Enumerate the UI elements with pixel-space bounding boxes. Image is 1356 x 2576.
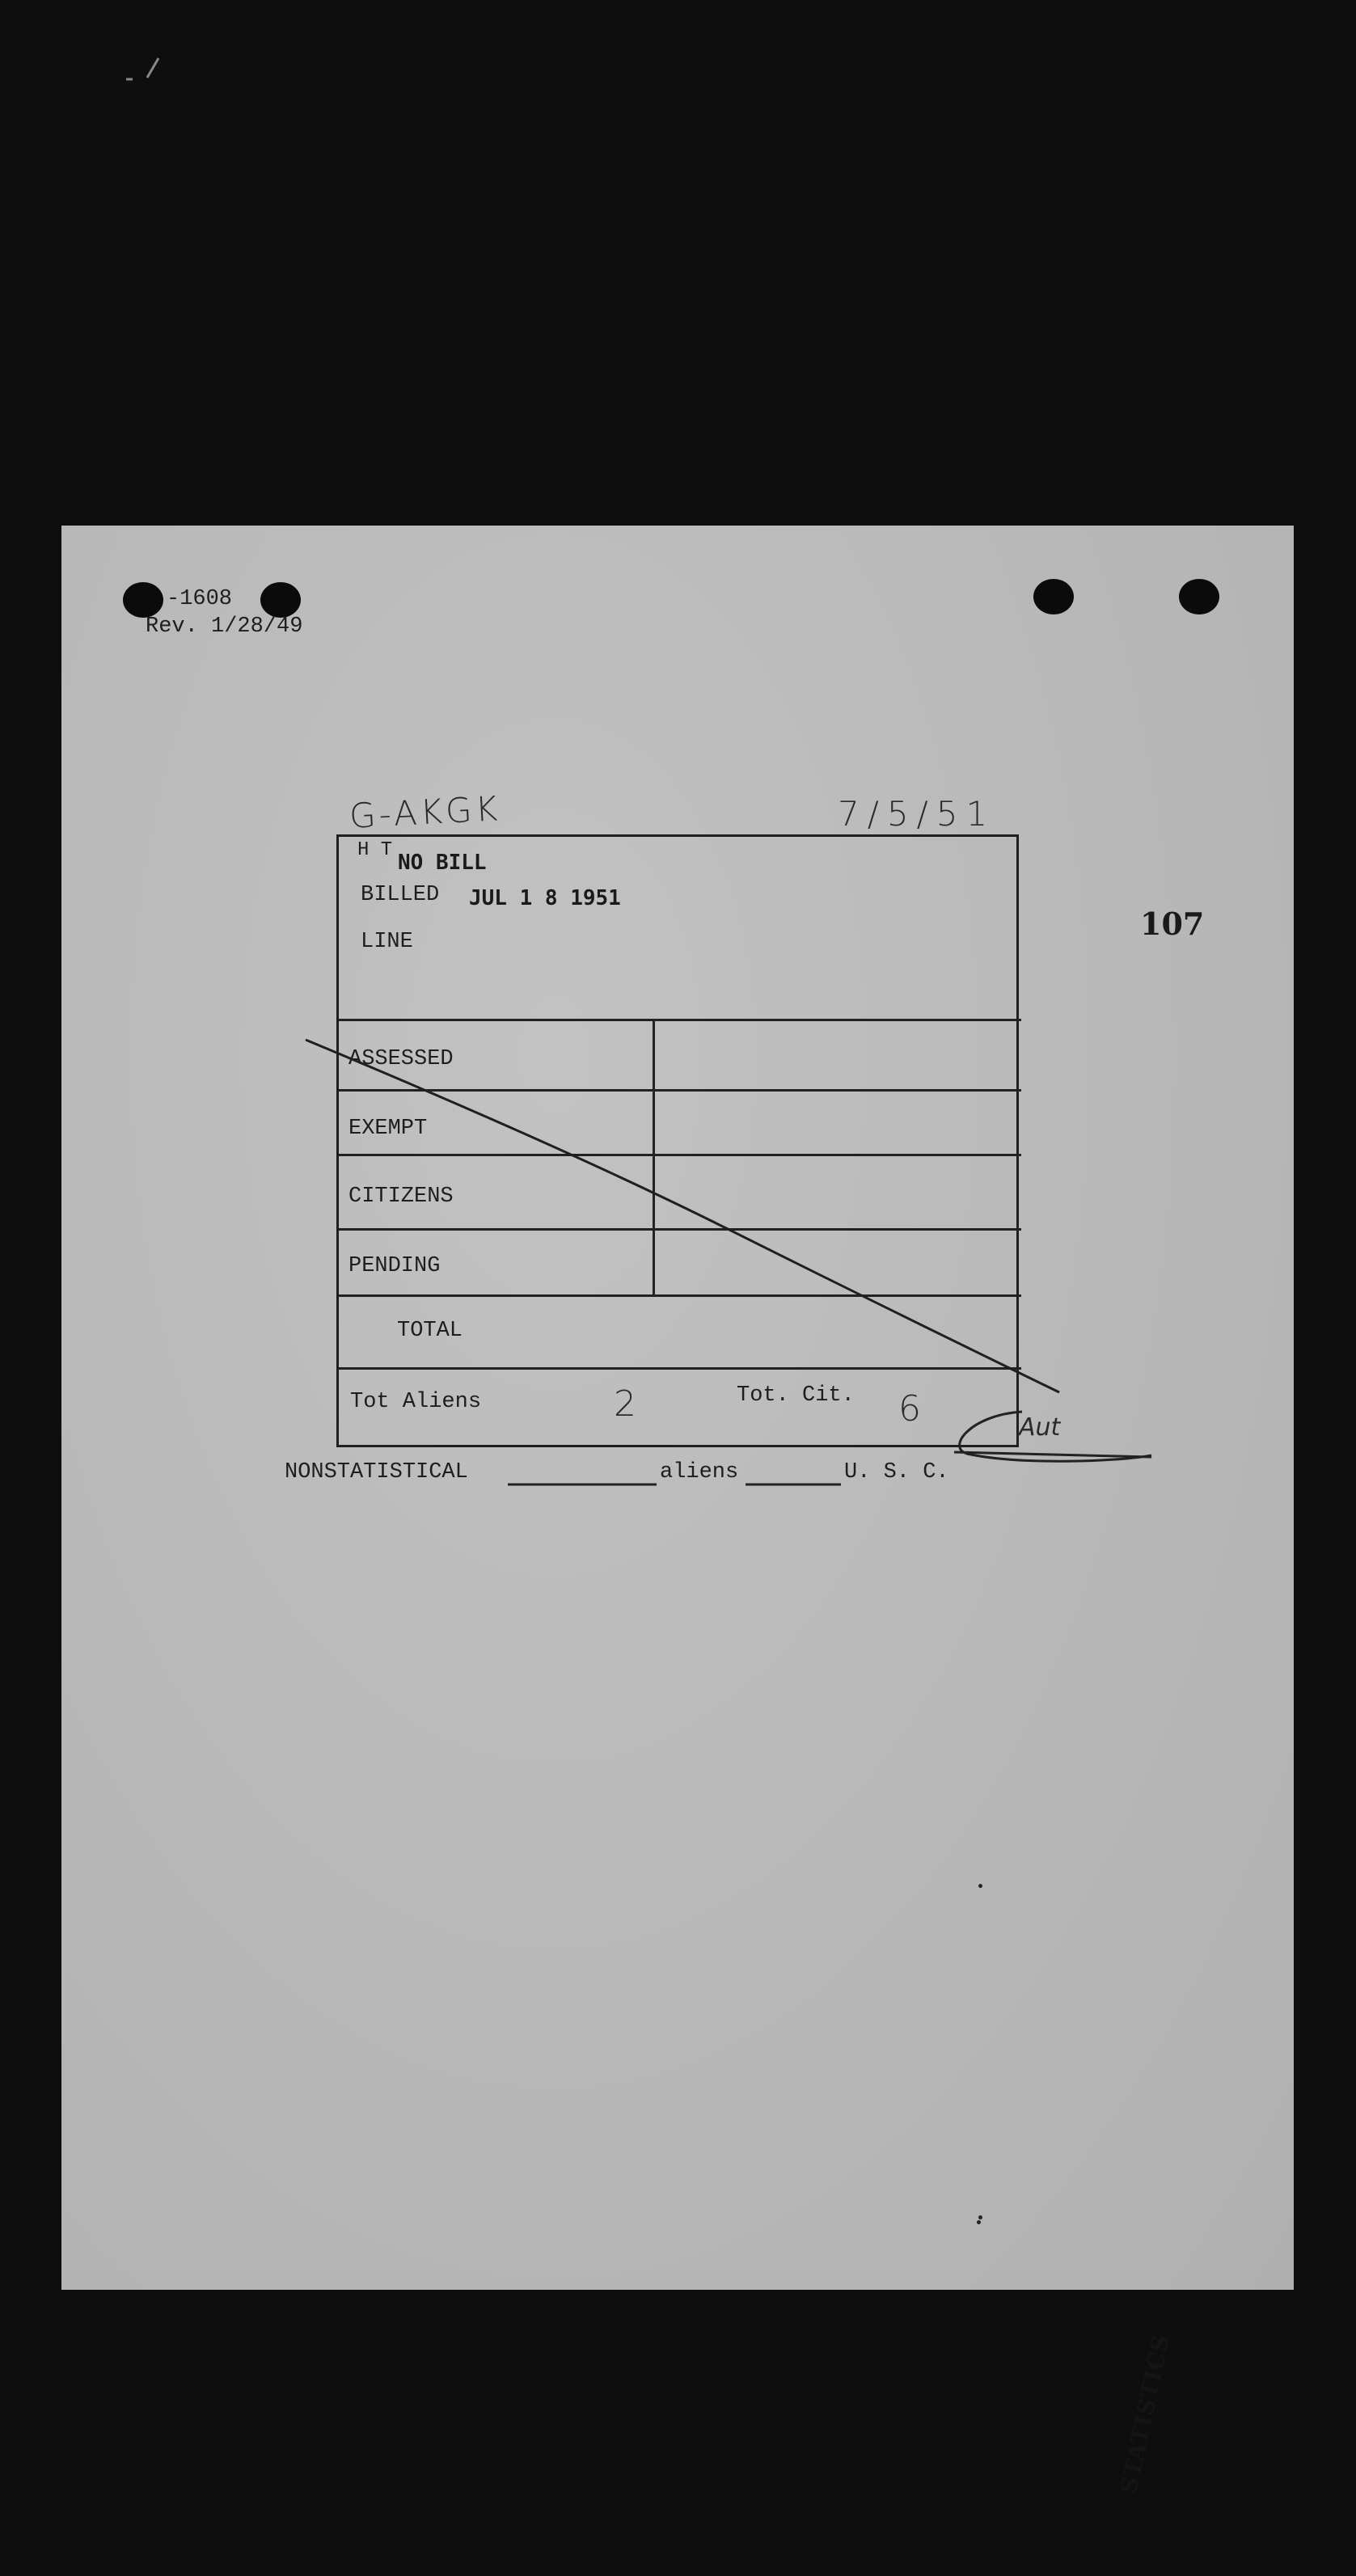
row-label-exempt: EXEMPT — [349, 1117, 428, 1141]
form-revision: Rev. 1/28/49 — [146, 614, 303, 639]
tot-cit-value: 6 — [898, 1388, 921, 1429]
tot-cit-label: Tot. Cit. — [737, 1383, 855, 1408]
row-label-assessed: ASSESSED — [349, 1047, 454, 1071]
form-number: -1608 — [167, 587, 233, 611]
handwritten-code: G-AKGK — [348, 788, 502, 836]
statistics-stamp: STATISTICS — [1115, 2332, 1175, 2496]
row-label-pending: PENDING — [349, 1254, 441, 1278]
nonstatistical-label: NONSTATISTICAL — [285, 1460, 468, 1484]
page-number: 107 — [1140, 906, 1205, 942]
row-label-citizens: CITIZENS — [349, 1185, 454, 1209]
nonstatistical-usc-label: U. S. C. — [844, 1460, 949, 1484]
billed-label: BILLED — [361, 883, 440, 907]
strike-through-line — [306, 1040, 1059, 1392]
tot-aliens-value: 2 — [614, 1383, 636, 1425]
line-label: LINE — [361, 930, 413, 954]
billed-date-stamp: JUL 1 8 1951 — [469, 886, 621, 910]
nonstatistical-aliens-label: aliens — [660, 1460, 739, 1484]
total-label: TOTAL — [397, 1319, 463, 1343]
handwritten-date: 7/5/51 — [838, 794, 996, 834]
handwritten-initials: Aut — [1019, 1413, 1061, 1442]
ht-label: H T — [357, 839, 393, 861]
signature-loop — [954, 1412, 1151, 1461]
scan-mark — [147, 58, 158, 78]
no-bill-stamp: NO BILL — [398, 851, 487, 875]
tot-aliens-label: Tot Aliens — [350, 1390, 482, 1414]
